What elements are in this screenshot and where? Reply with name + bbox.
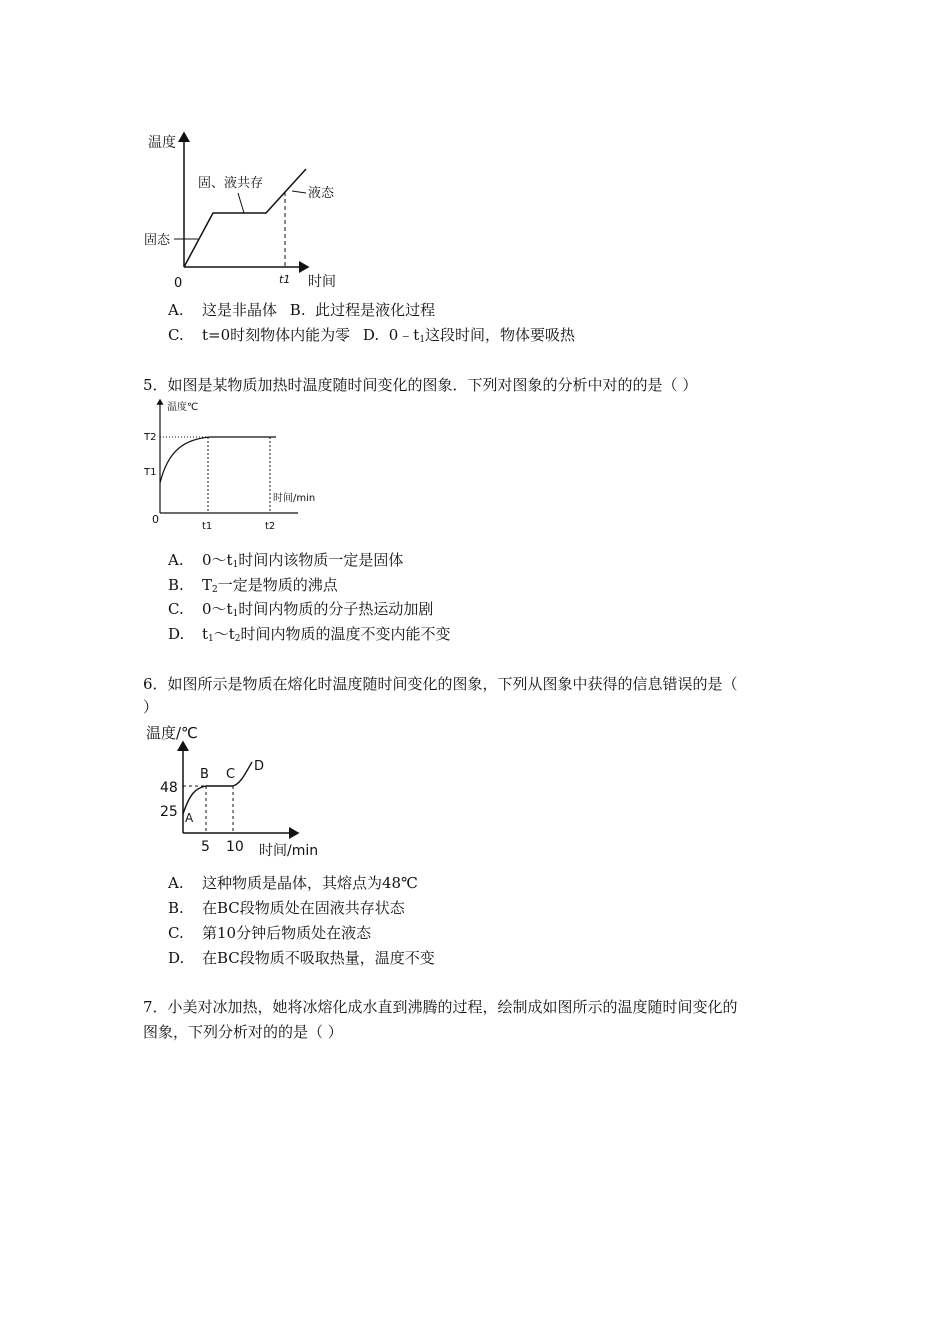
q4-option-d: $0﹣t_1$这段时间，物体要吸热 (388, 326, 576, 345)
fig6-melting-graph (140, 718, 340, 863)
q5-option-a: A. $0\sim t_1$时间内该物质一定是固体 (168, 551, 404, 570)
fig4-melting-graph (140, 125, 350, 290)
fig6-point-d: D (254, 759, 265, 774)
fig4-y-label: 温度 (148, 135, 176, 151)
fig5-curve (160, 437, 276, 483)
fig4-origin-label: 0 (174, 276, 183, 290)
q4-option-c-label: C. (168, 326, 184, 344)
fig5-x-label: 时间/min (273, 493, 316, 504)
q6-stem-line2: ） (143, 698, 159, 716)
q4-option-d-label: D. (362, 326, 380, 344)
q6-option-b: B. 在BC段物质处在固液共存状态 (168, 899, 405, 917)
fig6-y48-label: 48 (160, 780, 178, 796)
fig4-solid-label: 固态 (144, 233, 171, 248)
fig5-T1-label: T1 (144, 467, 157, 478)
q4-option-a: 这是非晶体 (202, 301, 278, 319)
fig6-x-label: 时间/min (259, 843, 319, 859)
fig4-liquid-label: 液态 (308, 186, 335, 201)
fig6-y-label: 温度/℃ (146, 724, 198, 742)
fig5-origin-label: 0 (152, 513, 159, 526)
q6-option-d: D. 在BC段物质不吸取热量，温度不变 (168, 949, 435, 967)
fig5-t1-label: t1 (202, 521, 213, 532)
q5-option-c: C. $0\sim t_1$时间内物质的分子热运动加剧 (168, 600, 434, 619)
fig5-T2-label: T2 (144, 432, 157, 443)
fig6-x5-label: 5 (201, 839, 210, 855)
q6-option-c: C. 第10分钟后物质处在液态 (168, 924, 372, 942)
q4-option-b: 此过程是液化过程 (315, 301, 436, 319)
q4-option-c: t=0时刻物体内能为零 (202, 326, 351, 344)
fig6-y25-label: 25 (160, 804, 178, 820)
q5-option-b: B. $T_2$一定是物质的沸点 (168, 576, 338, 595)
fig4-t1-label: t1 (279, 273, 291, 286)
q7-stem-line1: 7．小美对冰加热，她将冰熔化成水直到沸腾的过程，绘制成如图所示的温度随时间变化的 (143, 998, 738, 1016)
q6-stem-line1: 6．如图所示是物质在熔化时温度随时间变化的图象，下列从图象中获得的信息错误的是（ (143, 675, 738, 693)
q4-options-row1 (168, 300, 435, 320)
q6-option-a: A. 这种物质是晶体，其熔点为48℃ (168, 874, 418, 892)
fig6-point-b: B (200, 767, 209, 782)
q4-option-a-label: A. (168, 301, 184, 319)
q5-option-d: D. $t_1\sim t_2$时间内物质的温度不变内能不变 (168, 625, 451, 644)
fig5-t2-label: t2 (265, 521, 276, 532)
fig5-heating-graph (140, 395, 330, 540)
fig6-point-c: C (226, 767, 236, 782)
q5-stem: 5．如图是某物质加热时温度随时间变化的图象．下列对图象的分析中对的的是（ ） (143, 376, 698, 394)
q4-option-b-label: B. (289, 301, 306, 319)
fig4-mixed-pointer (238, 193, 244, 213)
fig6-point-a: A (185, 811, 194, 825)
q4-options-row2 (168, 325, 575, 350)
fig6-curve (183, 762, 252, 814)
fig4-x-label: 时间 (308, 274, 336, 290)
q7-stem-line2: 图象，下列分析对的的是（ ） (143, 1023, 343, 1041)
fig4-mixed-label: 固、液共存 (198, 176, 264, 191)
fig5-y-label: 温度℃ (167, 402, 199, 413)
fig6-x10-label: 10 (226, 839, 244, 855)
fig4-liquid-pointer (292, 191, 306, 193)
